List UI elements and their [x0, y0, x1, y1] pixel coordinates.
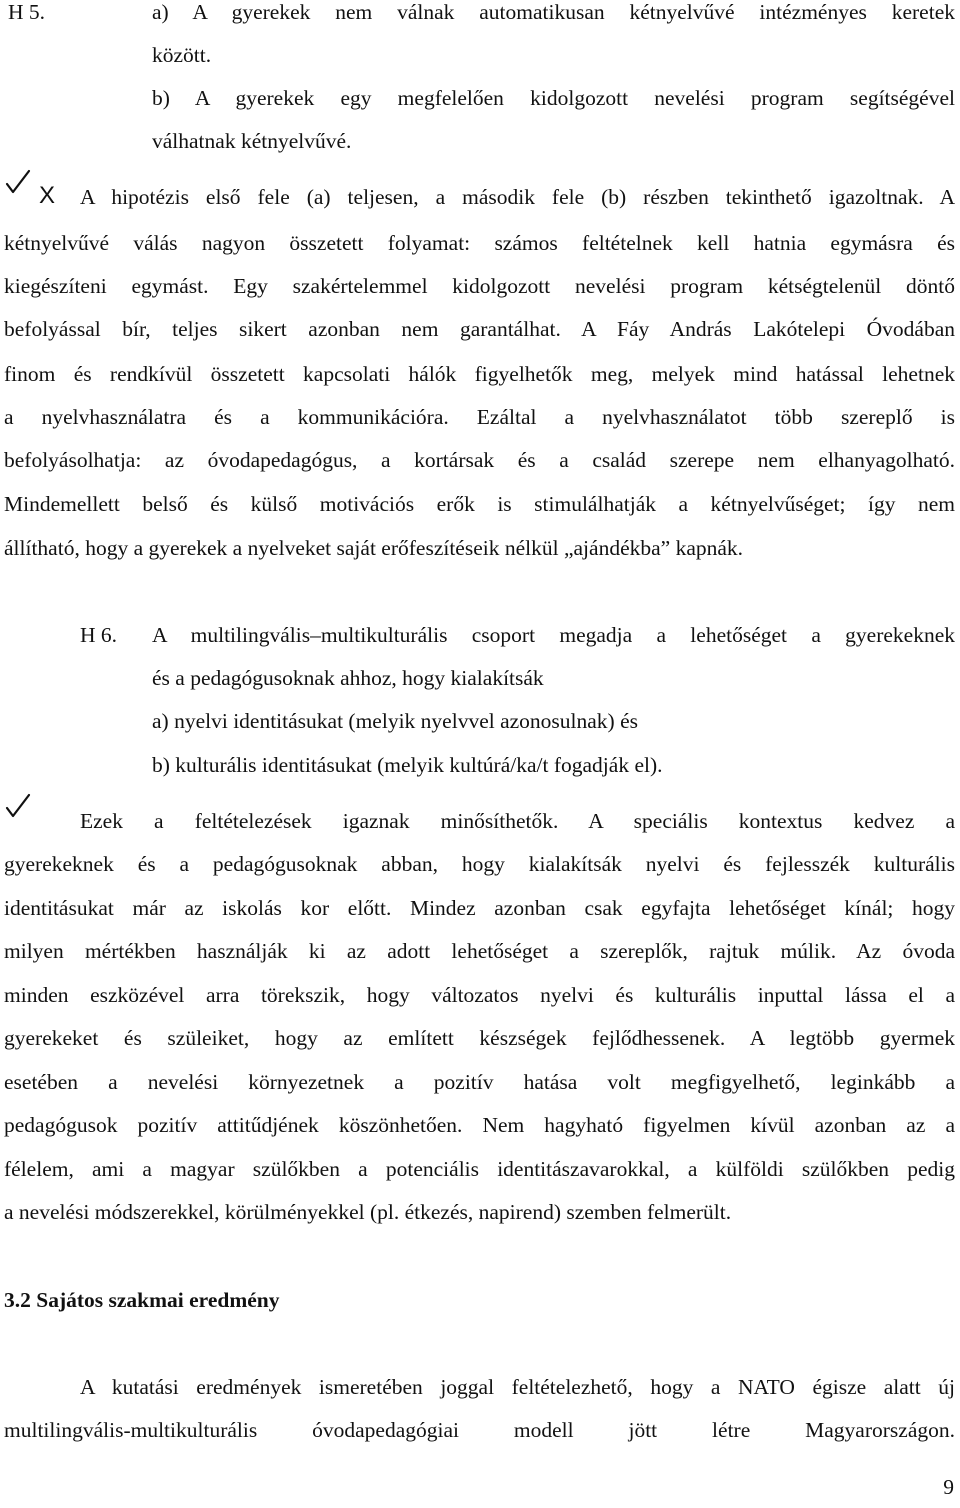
page-number: 9: [943, 1475, 954, 1499]
h6-eval-line: pedagógusok pozitív attitűdjének köszönhetően. Nem hagyható figyelmen kívül azonban az a: [4, 1113, 955, 1137]
h5-eval-line: kétnyelvűvé válás nagyon összetett folyamat: számos feltételnek kell hatnia egymásra és: [4, 231, 955, 255]
h5-a-line1: a) A gyerekek nem válnak automatikusan kétnyelvűvé intézményes keretek: [152, 0, 955, 24]
h5-eval-line: befolyással bír, teljes sikert azonban nem garantálhat. A Fáy András Lakótelepi Óvodában: [4, 317, 955, 341]
h5-eval-line: A hipotézis első fele (a) teljesen, a második fele (b) részben tekinthető igazoltnak. A: [80, 185, 955, 209]
h6-eval-line: esetében a nevelési környezetnek a pozitív hatása volt megfigyelhető, leginkább a: [4, 1070, 955, 1094]
h6-eval-line: minden eszközével arra törekszik, hogy változatos nyelvi és kulturális inputtal lássa el a: [4, 983, 955, 1007]
section-heading: 3.2 Sajátos szakmai eredmény: [4, 1288, 280, 1312]
h6-label: H 6.: [80, 623, 118, 647]
h5-eval-line: kiegészíteni egymást. Egy szakértelemmel kidolgozott nevelési program kétségtelenül döntő: [4, 274, 955, 298]
check-icon: [4, 792, 32, 822]
h6-line: a) nyelvi identitásukat (melyik nyelvvel azonosulnak) és: [152, 709, 638, 733]
h5-eval-line: a nyelvhasználatra és a kommunikációra. Ezáltal a nyelvhasználatot több szereplő is: [4, 405, 955, 429]
check-icon: [4, 168, 32, 198]
h5-b-line2: válhatnak kétnyelvűvé.: [152, 129, 352, 153]
h6-eval-line: milyen mértékben használják ki az adott lehetőséget a szereplők, rajtuk múlik. Az óvoda: [4, 939, 955, 963]
x-mark-icon: X: [39, 182, 56, 209]
h5-eval-line: Mindemellett belső és külső motivációs erők is stimulálhatják a kétnyelvűséget; így nem: [4, 492, 955, 516]
h6-eval-line: félelem, ami a magyar szülőkben a potenciális identitászavarokkal, a külföldi szülőkben pedig: [4, 1157, 955, 1181]
h6-eval-line: gyerekeknek és a pedagógusoknak abban, hogy kialakítsák nyelvi és fejlesszék kulturális: [4, 852, 955, 876]
h6-eval-line: gyerekeket és szüleiket, hogy az említett készségek fejlődhessenek. A legtöbb gyermek: [4, 1026, 955, 1050]
section-line: multilingvális-multikulturális óvodapedagógiai modell jött létre Magyarországon.: [4, 1418, 955, 1442]
h5-label: H 5.: [8, 0, 46, 24]
h5-eval-line: befolyásolhatja: az óvodapedagógus, a kortársak és a család szerepe nem elhanyagolható.: [4, 448, 955, 472]
h6-eval-line: a nevelési módszerekkel, körülményekkel (pl. étkezés, napirend) szemben felmerült.: [4, 1200, 732, 1224]
h5-a-line2: között.: [152, 43, 212, 67]
h5-b-line1: b) A gyerekek egy megfelelően kidolgozott nevelési program segítségével: [152, 86, 955, 110]
h6-eval-line: identitásukat már az iskolás kor előtt. Mindez azonban csak egyfajta lehetőséget kínál; hogy: [4, 896, 955, 920]
section-line: A kutatási eredmények ismeretében joggal feltételezhető, hogy a NATO égisze alatt új: [80, 1375, 955, 1399]
h6-eval-line: Ezek a feltételezések igaznak minősíthetők. A speciális kontextus kedvez a: [80, 809, 955, 833]
h6-line: és a pedagógusoknak ahhoz, hogy kialakítsák: [152, 666, 544, 690]
h6-line: b) kulturális identitásukat (melyik kultúrá/ka/t fogadják el).: [152, 753, 663, 777]
h6-line: A multilingvális–multikulturális csoport megadja a lehetőséget a gyerekeknek: [152, 623, 955, 647]
h5-eval-line: finom és rendkívül összetett kapcsolati hálók figyelhetők meg, melyek mind hatással lehetnek: [4, 362, 955, 386]
h5-eval-line: állítható, hogy a gyerekek a nyelveket saját erőfeszítéseik nélkül „ajándékba” kapnák.: [4, 536, 744, 560]
